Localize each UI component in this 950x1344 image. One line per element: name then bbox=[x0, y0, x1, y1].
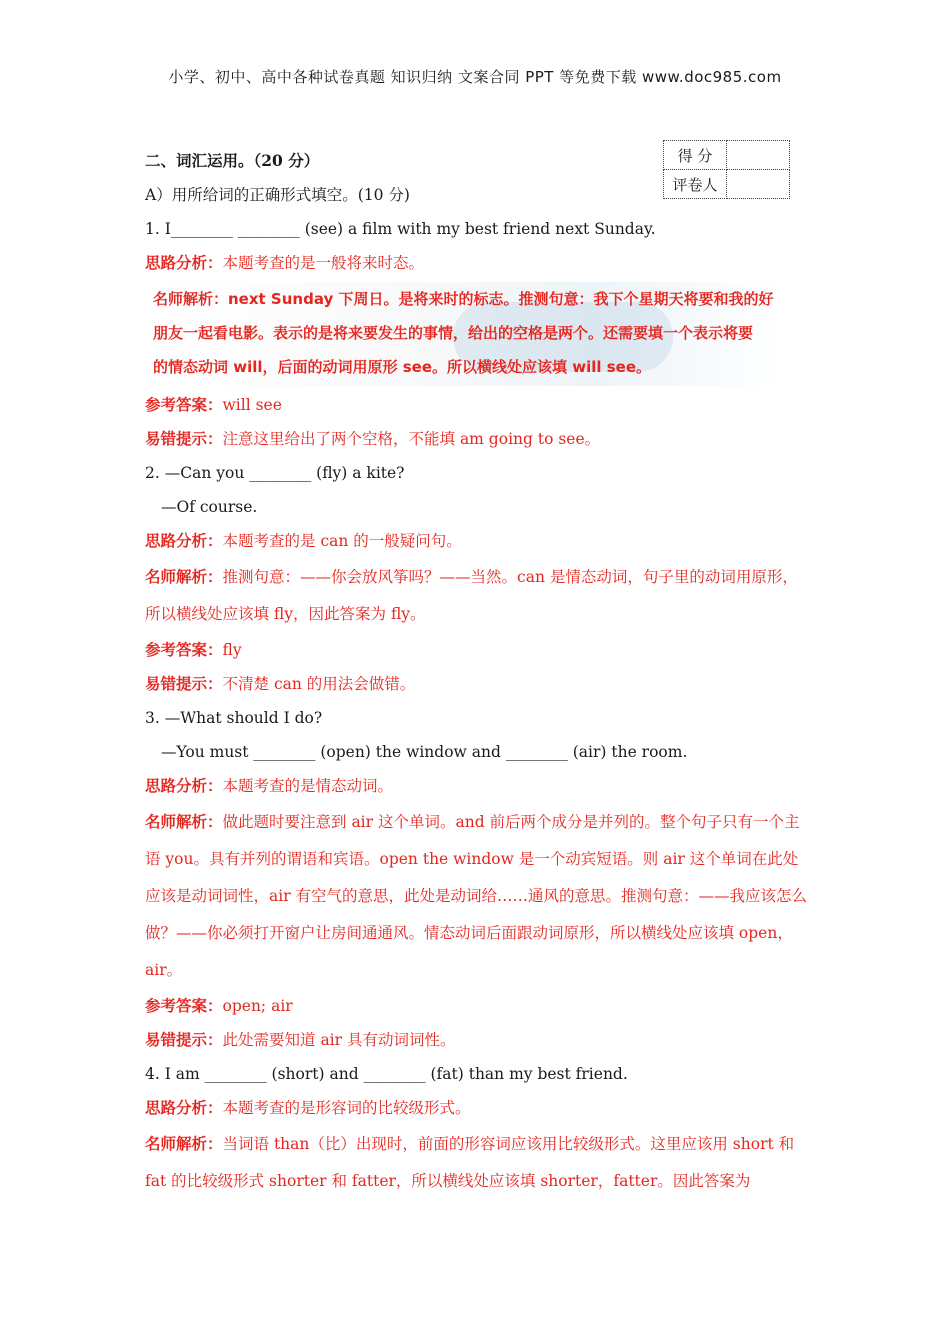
q2-tip bbox=[145, 667, 810, 701]
tip-label: 易错提示： bbox=[145, 1030, 223, 1049]
q4-analysis bbox=[145, 1091, 810, 1125]
q3-tip-text: 此处需要知道 air 具有动词词性。 bbox=[222, 1031, 456, 1049]
q2-analysis bbox=[145, 524, 810, 558]
q3-answer-text: open; air bbox=[222, 997, 293, 1015]
q3-answer bbox=[145, 989, 810, 1023]
q1-explain-line-3: 的情态动词 will，后面的动词用原形 see。所以横线处应该填 will see。 bbox=[153, 358, 652, 376]
explain-label: 名师解析： bbox=[145, 567, 223, 586]
q2-explain bbox=[145, 558, 810, 633]
q3-tip bbox=[145, 1023, 810, 1057]
q4-analysis-text: 本题考查的是形容词的比较级形式。 bbox=[222, 1099, 471, 1117]
document-body bbox=[145, 144, 810, 1200]
q2-explain-text: 推测句意：——你会放风筝吗？——当然。can 是情态动词，句子里的动词用原形，所以横线处应该填 fly，因此答案为 fly。 bbox=[145, 568, 798, 623]
q1-answer bbox=[145, 388, 810, 422]
q3-explain-text: 做此题时要注意到 air 这个单词。and 前后两个成分是并列的。整个句子只有一个主语 you。具有并列的谓语和宾语。open the window 是一个动宾短语。则 air 这个单词在此处应该是动词词性，air 有空气的意思，此处是动词给……通风的意思。推测句意：——我应该怎么做？——你必须打开窗户让房间通通风。情态动词后面跟动词原形，所以横线处应该填 open，air。 bbox=[145, 813, 808, 979]
q1-tip bbox=[145, 422, 810, 456]
q3-explain bbox=[145, 803, 810, 989]
q2-tip-text: 不清楚 can 的用法会做错。 bbox=[222, 675, 416, 693]
tip-label: 易错提示： bbox=[145, 674, 223, 693]
q1-answer-text: will see bbox=[222, 396, 282, 414]
tip-label: 易错提示： bbox=[145, 429, 223, 448]
section-subtitle: A）用所给词的正确形式填空。(10 分) bbox=[145, 186, 410, 204]
q2-answer bbox=[145, 633, 810, 667]
analysis-label: 思路分析： bbox=[145, 1098, 223, 1117]
analysis-label: 思路分析： bbox=[145, 776, 223, 795]
grader-label: 评卷人 bbox=[664, 170, 727, 199]
q1-explain-image bbox=[153, 282, 785, 386]
q3-reply: —You must ________ (open) the window and ________ (air) the room. bbox=[161, 743, 688, 761]
page-header: 小学、初中、高中各种试卷真题 知识归纳 文案合同 PPT 等免费下载 www.doc985.com bbox=[168, 68, 782, 86]
q1-explain-line-2: 朋友一起看电影。表示的是将来要发生的事情，给出的空格是两个。还需要填一个表示将要 bbox=[153, 324, 754, 342]
q2-reply: —Of course. bbox=[161, 498, 258, 516]
q3-analysis-text: 本题考查的是情态动词。 bbox=[222, 777, 394, 795]
q2-answer-text: fly bbox=[222, 641, 242, 659]
q4-explain-text: 当词语 than（比）出现时，前面的形容词应该用比较级形式。这里应该用 short 和 fat 的比较级形式 shorter 和 fatter，所以横线处应该填 shorter，fatter。因此答案为 bbox=[145, 1135, 795, 1190]
q1-analysis bbox=[145, 246, 810, 280]
q2-question: 2. —Can you ________ (fly) a kite? bbox=[145, 464, 405, 482]
score-label: 得 分 bbox=[664, 141, 727, 170]
q1-question: 1. I________ ________ (see) a film with my best friend next Sunday. bbox=[145, 220, 656, 238]
analysis-label: 思路分析： bbox=[145, 253, 223, 272]
q1-explain-line-1: 名师解析：next Sunday 下周日。是将来时的标志。推测句意：我下个星期天将要和我的好 bbox=[153, 290, 774, 308]
q4-explain bbox=[145, 1125, 810, 1200]
answer-label: 参考答案： bbox=[145, 640, 223, 659]
section-title: 二、词汇运用。（20 分） bbox=[145, 151, 320, 170]
q4-question: 4. I am ________ (short) and ________ (fat) than my best friend. bbox=[145, 1065, 628, 1083]
explain-label: 名师解析： bbox=[145, 1134, 223, 1153]
analysis-label: 思路分析： bbox=[145, 531, 223, 550]
q3-question: 3. —What should I do? bbox=[145, 709, 323, 727]
q3-analysis bbox=[145, 769, 810, 803]
answer-label: 参考答案： bbox=[145, 996, 223, 1015]
answer-label: 参考答案： bbox=[145, 395, 223, 414]
q1-analysis-text: 本题考查的是一般将来时态。 bbox=[222, 254, 425, 272]
explain-label: 名师解析： bbox=[145, 812, 223, 831]
q2-analysis-text: 本题考查的是 can 的一般疑问句。 bbox=[222, 532, 462, 550]
q1-tip-text: 注意这里给出了两个空格，不能填 am going to see。 bbox=[222, 430, 601, 448]
